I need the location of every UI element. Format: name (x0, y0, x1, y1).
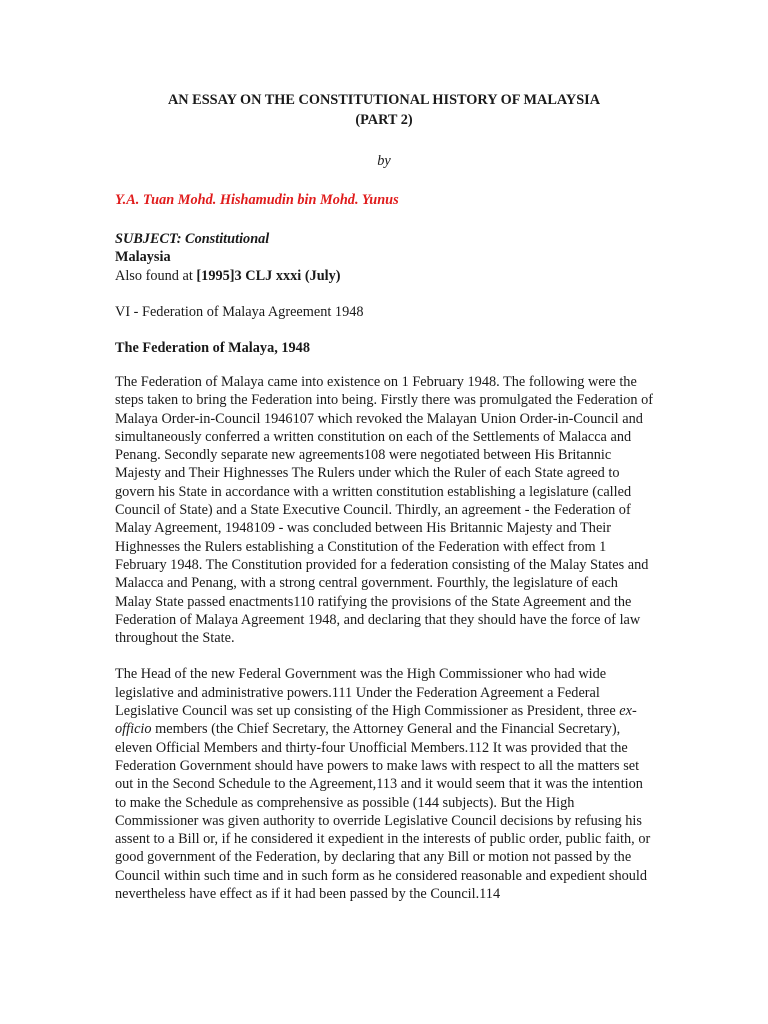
title-line-2: (PART 2) (355, 112, 413, 128)
citation-line (115, 267, 653, 286)
citation-reference: [1995]3 CLJ xxxi (July) (196, 267, 341, 284)
document-meta (115, 230, 653, 286)
paragraph-2 (115, 665, 653, 903)
paragraph-2-italic: ex-officio (115, 703, 637, 738)
paragraph-2-part-1: The Head of the new Federal Government was the High Commissioner who had wide legislative and administrative powers.111 Under the Federation Agreement a Federal Legislative Council was set up consisting of the High Commissioner as President, three (115, 666, 620, 720)
title-line-1: AN ESSAY ON THE CONSTITUTIONAL HISTORY OF MALAYSIA (167, 92, 601, 108)
paragraph-1: The Federation of Malaya came into existence on 1 February 1948. The following were the steps taken to bring the Federation into being. Firstly there was promulgated the Federation of Malaya Order-in-Council 1946107 which revoked the Malayan Union Order-in-Council and simultaneously conferred a written constitution on each of the Settlements of Malacca and Penang. Secondly separate new agreements108 were negotiated between His Britannic Majesty and Their Highnesses The Rulers under which the Ruler of each State agreed to govern his State in accordance with a written constitution establishing a legislature (called Council of State) and a State Executive Council. Thirdly, an agreement - the Federation of Malay Agreement, 1948109 - was concluded between His Britannic Majesty and Their Highnesses the Rulers establishing a Constitution of the Federation with effect from 1 February 1948. The Constitution provided for a federation consisting of the Malay States and Malacca and Penang, with a strong central government. Fourthly, the legislature of each Malay State passed enactments110 ratifying the provisions of the State Agreement and the Federation of Malaya Agreement 1948, and declaring that they should have the force of law throughout the State. (115, 373, 653, 647)
subheading: The Federation of Malaya, 1948 (115, 339, 310, 356)
subject-label: SUBJECT: Constitutional (115, 230, 270, 247)
section-heading: VI - Federation of Malaya Agreement 1948 (115, 304, 364, 321)
document-title (115, 90, 653, 130)
paragraph-2-part-2: members (the Chief Secretary, the Attorney General and the Financial Secretary), eleven Official Members and thirty-four Unofficial Members.112 It was provided that the Federation Government should have powers to make laws with respect to all the matters set out in the Second Schedule to the Agreement,113 and it would seem that it was the intention to make the Schedule as comprehensive as possible (144 subjects). But the High Commissioner was given authority to override Legislative Council decisions by refusing his assent to a Bill or, if he considered it expedient in the interests of public order, public faith, or good government of the Federation, by declaring that any Bill or motion not passed by the Council within such time and in such form as he considered reasonable and expedient should nevertheless have effect as if it had been passed by the Council.114 (115, 721, 651, 902)
author-name: Y.A. Tuan Mohd. Hishamudin bin Mohd. Yunus (115, 192, 399, 209)
byline: by (377, 153, 391, 169)
citation-prefix: Also found at (115, 267, 197, 284)
country-label: Malaysia (115, 249, 171, 266)
